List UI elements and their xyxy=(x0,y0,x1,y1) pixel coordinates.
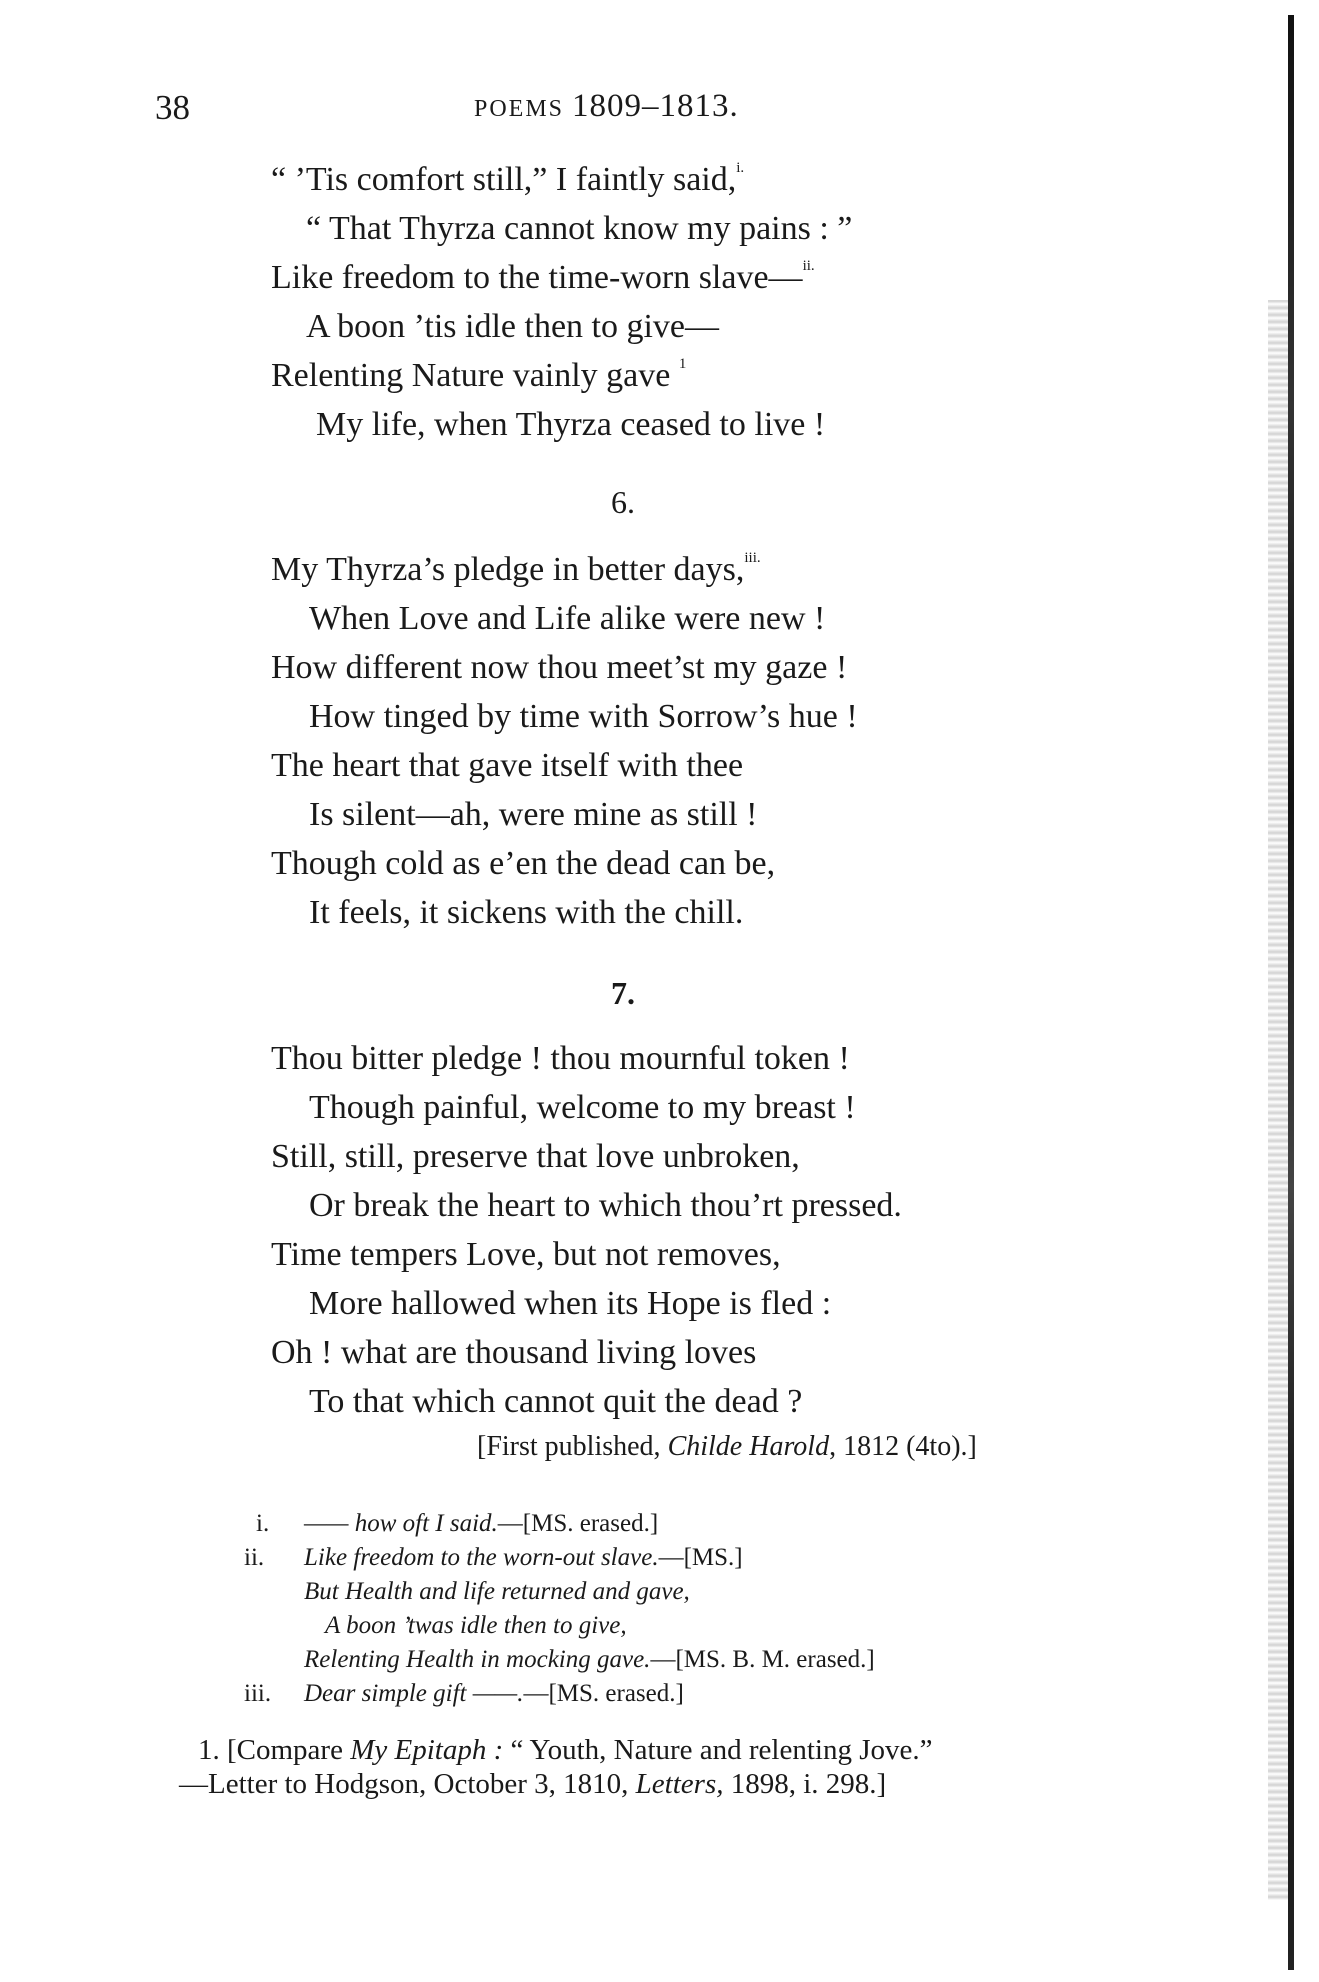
variant-iii: iii. Dear simple gift ——.—[MS. erased.] xyxy=(244,1680,684,1707)
verse-line: To that which cannot quit the dead ? xyxy=(309,1383,803,1420)
footnote-line: —Letter to Hodgson, October 3, 1810, Letters, 1898, i. 298.] xyxy=(179,1768,887,1800)
verse-line: My Thyrza’s pledge in better days,$^{iii.}$ xyxy=(271,550,761,588)
variant-ii-line: Relenting Health in mocking gave.—[MS. B. M. erased.] xyxy=(304,1646,875,1673)
verse-line: Though painful, welcome to my breast ! xyxy=(309,1089,856,1126)
variant-ii: ii. Like freedom to the worn-out slave.—[MS.] xyxy=(244,1544,743,1571)
verse-line: “ ’Tis comfort still,” I faintly said,$^{i.}$ xyxy=(271,160,745,198)
verse-line: How different now thou meet’st my gaze ! xyxy=(271,649,848,686)
footnote-line: 1. [Compare My Epitaph : “ Youth, Nature and relenting Jove.” xyxy=(198,1734,933,1766)
variant-i: i. —— how oft I said.—[MS. erased.] xyxy=(256,1510,659,1537)
verse-line: Relenting Nature vainly gave $^1$ xyxy=(271,356,687,394)
verse-line: The heart that gave itself with thee xyxy=(271,747,744,784)
publication-note: [First published, Childe Harold, 1812 (4to).] xyxy=(477,1431,977,1462)
verse-line: Oh ! what are thousand living loves xyxy=(271,1334,757,1371)
verse-line: Is silent—ah, were mine as still ! xyxy=(309,796,758,833)
verse-line: Like freedom to the time-worn slave—$^{ii.}$ xyxy=(271,258,815,296)
running-title xyxy=(474,88,739,125)
stanza-number-6: 6. xyxy=(611,484,635,520)
variant-marker: i. xyxy=(736,160,745,176)
verse-line: “ That Thyrza cannot know my pains : ” xyxy=(306,210,853,247)
verse-line: Though cold as e’en the dead can be, xyxy=(271,845,776,882)
variant-marker: iii. xyxy=(744,550,761,566)
verse-line: Thou bitter pledge ! thou mournful token ! xyxy=(271,1040,850,1077)
verse-line: Or break the heart to which thou’rt pressed. xyxy=(309,1187,902,1224)
verse-line: My life, when Thyrza ceased to live ! xyxy=(316,406,826,443)
footnote-marker: 1 xyxy=(678,356,687,372)
verse-line: Time tempers Love, but not removes, xyxy=(271,1236,781,1273)
variant-ii-line: But Health and life returned and gave, xyxy=(304,1578,690,1605)
verse-line: A boon ’tis idle then to give— xyxy=(306,308,720,345)
page-edge xyxy=(1288,15,1294,1970)
verse-line: More hallowed when its Hope is fled : xyxy=(309,1285,832,1322)
verse-line: When Love and Life alike were new ! xyxy=(309,600,826,637)
variant-marker: ii. xyxy=(802,258,815,274)
publication-title: Childe Harold xyxy=(667,1431,830,1462)
verse-line: Still, still, preserve that love unbroken, xyxy=(271,1138,800,1175)
variant-ii-line: A boon ’twas idle then to give, xyxy=(325,1612,627,1639)
running-title-years: 1809–1813. xyxy=(572,88,739,124)
stanza-number-7: 7. xyxy=(611,975,635,1011)
running-title-poems: POEMS xyxy=(474,96,565,122)
page-number: 38 xyxy=(155,88,190,127)
verse-line: It feels, it sickens with the chill. xyxy=(309,894,744,931)
page-edge-shadow xyxy=(1268,300,1288,1900)
verse-line: How tinged by time with Sorrow’s hue ! xyxy=(309,698,858,735)
